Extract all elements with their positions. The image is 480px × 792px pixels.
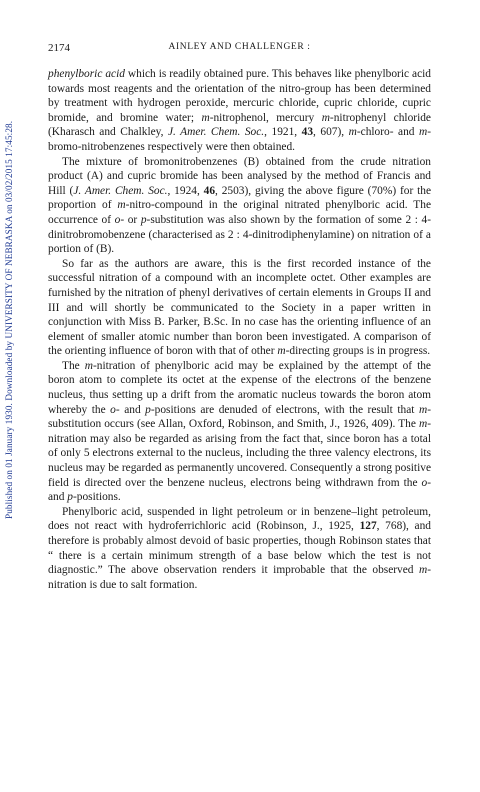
text-run: -positions.: [73, 491, 121, 504]
text-run: , 1921,: [264, 126, 302, 139]
text-run: -substitution was also shown by the formation of some 2 : 4-dinitrobromobenzene (characterised as 2 : 4-dinitrodiphenylamine) on nitration of a portion of (B).: [48, 213, 431, 256]
text-run: -nitrophenyl chloride (Kharasch and Chalkley,: [48, 111, 431, 139]
text-run: -directing groups is in progress.: [285, 345, 431, 358]
running-title: AINLEY AND CHALLENGER :: [168, 42, 311, 52]
text-run: -chloro- and: [356, 126, 419, 139]
text-run: -positions are denuded of electrons, with the result that: [150, 403, 419, 416]
text-run: , 768), and therefore is probably almost devoid of basic properties, though Robinson states that “ there is a certain minimum strength of a base below which the test is not diagnostic.” The above observation renders it improbable that the observed: [48, 520, 432, 577]
italic-text: o: [114, 213, 121, 226]
text-run: Phenylboric acid, suspended in light petroleum or in benzene–light petroleum, does not react with hydroferrichloric acid (Robinson, J., 1925,: [48, 505, 431, 533]
italic-text: phenylboric acid: [48, 68, 125, 80]
italic-text: o: [421, 476, 428, 489]
italic-text: m: [418, 418, 428, 431]
text-run: , 2503), giving the above figure (70%) for the proportion of: [48, 184, 431, 212]
paragraph: [48, 67, 431, 155]
italic-text: p: [140, 213, 147, 226]
italic-text: o: [110, 403, 116, 416]
paragraph: [48, 359, 431, 505]
italic-text: m: [418, 564, 428, 577]
bold-text: 43: [301, 126, 314, 139]
paragraph: [48, 257, 431, 359]
text-run: -bromo-nitrobenzenes respectively were then obtained.: [48, 126, 432, 153]
text-run: -nitro-compound in the original nitrated phenylboric acid. The occurrence of: [48, 199, 431, 226]
italic-text: J. Amer. Chem. Soc.: [73, 184, 168, 197]
italic-text: J. Amer. Chem. Soc.: [167, 126, 265, 139]
text-run: The mixture of bromonitrobenzenes (B) obtained from the crude nitration product (A) and cupric bromide has been analysed by the method of Francis and Hill (: [48, 155, 431, 197]
text-run: - and: [48, 476, 431, 504]
text-run: -nitration of phenylboric acid may be explained by the attempt of the boron atom to complete its octet at the expense of the electrons of the benzene nucleus, thus setting up a drift from the aromatic nucleus towards the boron atom whereby the: [48, 359, 431, 416]
text-run: -nitration may also be regarded as arising from the fact that, since boron has a total of only 5 electrons external to the nucleus, including the three valency electrons, its nucleus may be regarded as permanently uncovered. Consequently a strong positive field is directed over the benzene nucleus, electrons being withdrawn from the: [48, 418, 431, 489]
page-header: [48, 42, 431, 56]
body-text: [48, 67, 431, 592]
bold-text: 127: [359, 520, 377, 533]
italic-text: m: [348, 126, 357, 139]
paragraph: [48, 155, 431, 257]
page-number: 2174: [48, 42, 70, 54]
download-stamp: Published on 01 January 1930. Downloaded by UNIVERSITY OF NEBRASKA on 03/02/2015 17:45:28.: [4, 120, 14, 520]
italic-text: p: [67, 491, 73, 504]
text-run: , 607),: [313, 126, 349, 139]
italic-text: m: [321, 111, 330, 124]
text-run: - and: [115, 403, 146, 416]
italic-text: p: [145, 403, 151, 416]
text-run: - or: [120, 213, 141, 226]
italic-text: m: [277, 345, 286, 358]
italic-text: m: [418, 126, 428, 139]
text-run: -nitrophenol, mercury: [209, 111, 322, 124]
text-run: So far as the authors are aware, this is the first recorded instance of the successful nitration of a compound with an incomplete octet. Other examples are furnished by the nitration of phenyl derivatives of certain elements in Groups II and III and will shortly be communicated to the Society in a paper written in conjunction with Miss B. Parker, B.Sc. In no case has the orienting influence of an element of smaller atomic number than boron been investigated. A comparison of the orienting influence of boron with that of other: [48, 257, 431, 358]
text-run: which is readily obtained pure. This behaves like phenylboric acid towards most reagents and the orientation of the nitro-group has been determined by treatment with hydrogen peroxide, mercuric chloride, cupric chloride, cupric bromide, and bromine water;: [48, 68, 431, 124]
italic-text: m: [117, 199, 126, 212]
italic-text: m: [84, 359, 93, 372]
italic-text: m: [418, 403, 428, 416]
text-run: -substitution occurs (see Allan, Oxford, Robinson, and Smith, J., 1926, 409). The: [48, 403, 431, 431]
bold-text: 46: [203, 184, 216, 197]
italic-text: m: [201, 111, 210, 124]
paragraph: [48, 505, 431, 593]
text-run: , 1924,: [167, 184, 204, 197]
text-run: The: [62, 359, 85, 372]
text-run: -nitration is due to salt formation.: [48, 564, 431, 591]
